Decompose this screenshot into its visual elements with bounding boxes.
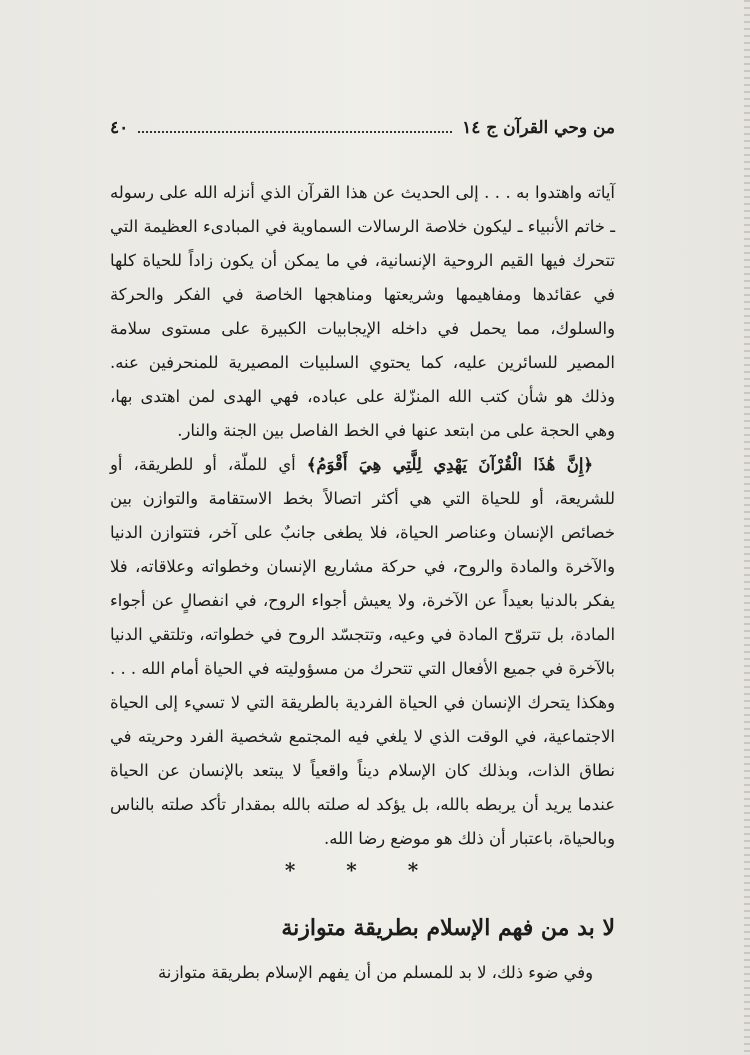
section-text (110, 956, 615, 990)
quran-verse: ﴿إِنَّ هَٰذَا الْقُرْآنَ يَهْدِي لِلَّتِي هِيَ أَقْوَمُ﴾ (306, 455, 593, 474)
section-separator: * * * (284, 858, 441, 882)
running-header (110, 113, 615, 143)
section-heading: لا بد من فهم الإسلام بطريقة متوازنة (281, 915, 615, 941)
book-title: من وحي القرآن ج ١٤ (462, 118, 615, 138)
page-edge (744, 0, 750, 1055)
section-paragraph: وفي ضوء ذلك، لا بد للمسلم من أن يفهم الإسلام بطريقة متوازنة (157, 963, 593, 982)
paragraph-2 (110, 448, 615, 856)
verse-commentary: أي للملّة، أو للطريقة، أو للشريعة، أو للحياة التي هي أكثر اتصالاً بخط الاستقامة والتوازن بين خصائص الإنسان وعناصر الحياة، فلا يطغى جانبٌ على آخر، فتتوازن الدنيا والآخرة والمادة والروح، في حركة مشاريع الإنسان وخطواته وعلاقاته، فلا يفكر بالدنيا بعيداً عن الآخرة، ولا يعيش أجواء الروح، في انفصالٍ عن أجواء المادة، بل تتروّح المادة في وعيه، وتتجسّد الروح في خطواته، وتلتقي الدنيا بالآخرة في جميع الأفعال التي تتحرك من مسؤوليته في الحياة أمام الله . . . وهكذا يتحرك الإنسان في الحياة الفردية بالطريقة التي لا تسيء إلى الحياة الاجتماعية، في الوقت الذي لا يلغي فيه المجتمع شخصية الفرد وحريته في نطاق الذات، وبذلك كان الإسلام ديناً واقعياً لا يبتعد بالإنسان عن الحياة عندما يريد أن يربطه بالله، بل يؤكد له صلته بالله بمقدار تأكد صلته بالناس وبالحياة، باعتبار أن ذلك هو موضع رضا الله. (110, 455, 615, 848)
paragraph-1: آياته واهتدوا به . . . إلى الحديث عن هذا القرآن الذي أنزله الله على رسوله ـ خاتم الأنبياء ـ ليكون خلاصة الرسالات السماوية في المبادىء العظيمة التي تتحرك فيها القيم الروحية الإنسانية، في ما يمكن أن يكون زاداً للحياة كلها في عقائدها ومفاهيمها وشريعتها ومناهجها الخاصة في الفكر والحركة والسلوك، مما يحمل في داخله الإيجابيات الكبيرة على مستوى سلامة المصير للسائرين عليه، كما يحتوي السلبيات المصيرية للمنحرفين عنه. وذلك هو شأن كتب الله المنزّلة على عباده، فهي الهدى لمن اهتدى بها، وهي الحجة على من ابتعد عنها في الخط الفاصل بين الجنة والنار. (110, 183, 615, 440)
main-text (110, 176, 615, 856)
header-dot-leader (138, 131, 452, 133)
page-number: ٤٠ (110, 118, 129, 138)
